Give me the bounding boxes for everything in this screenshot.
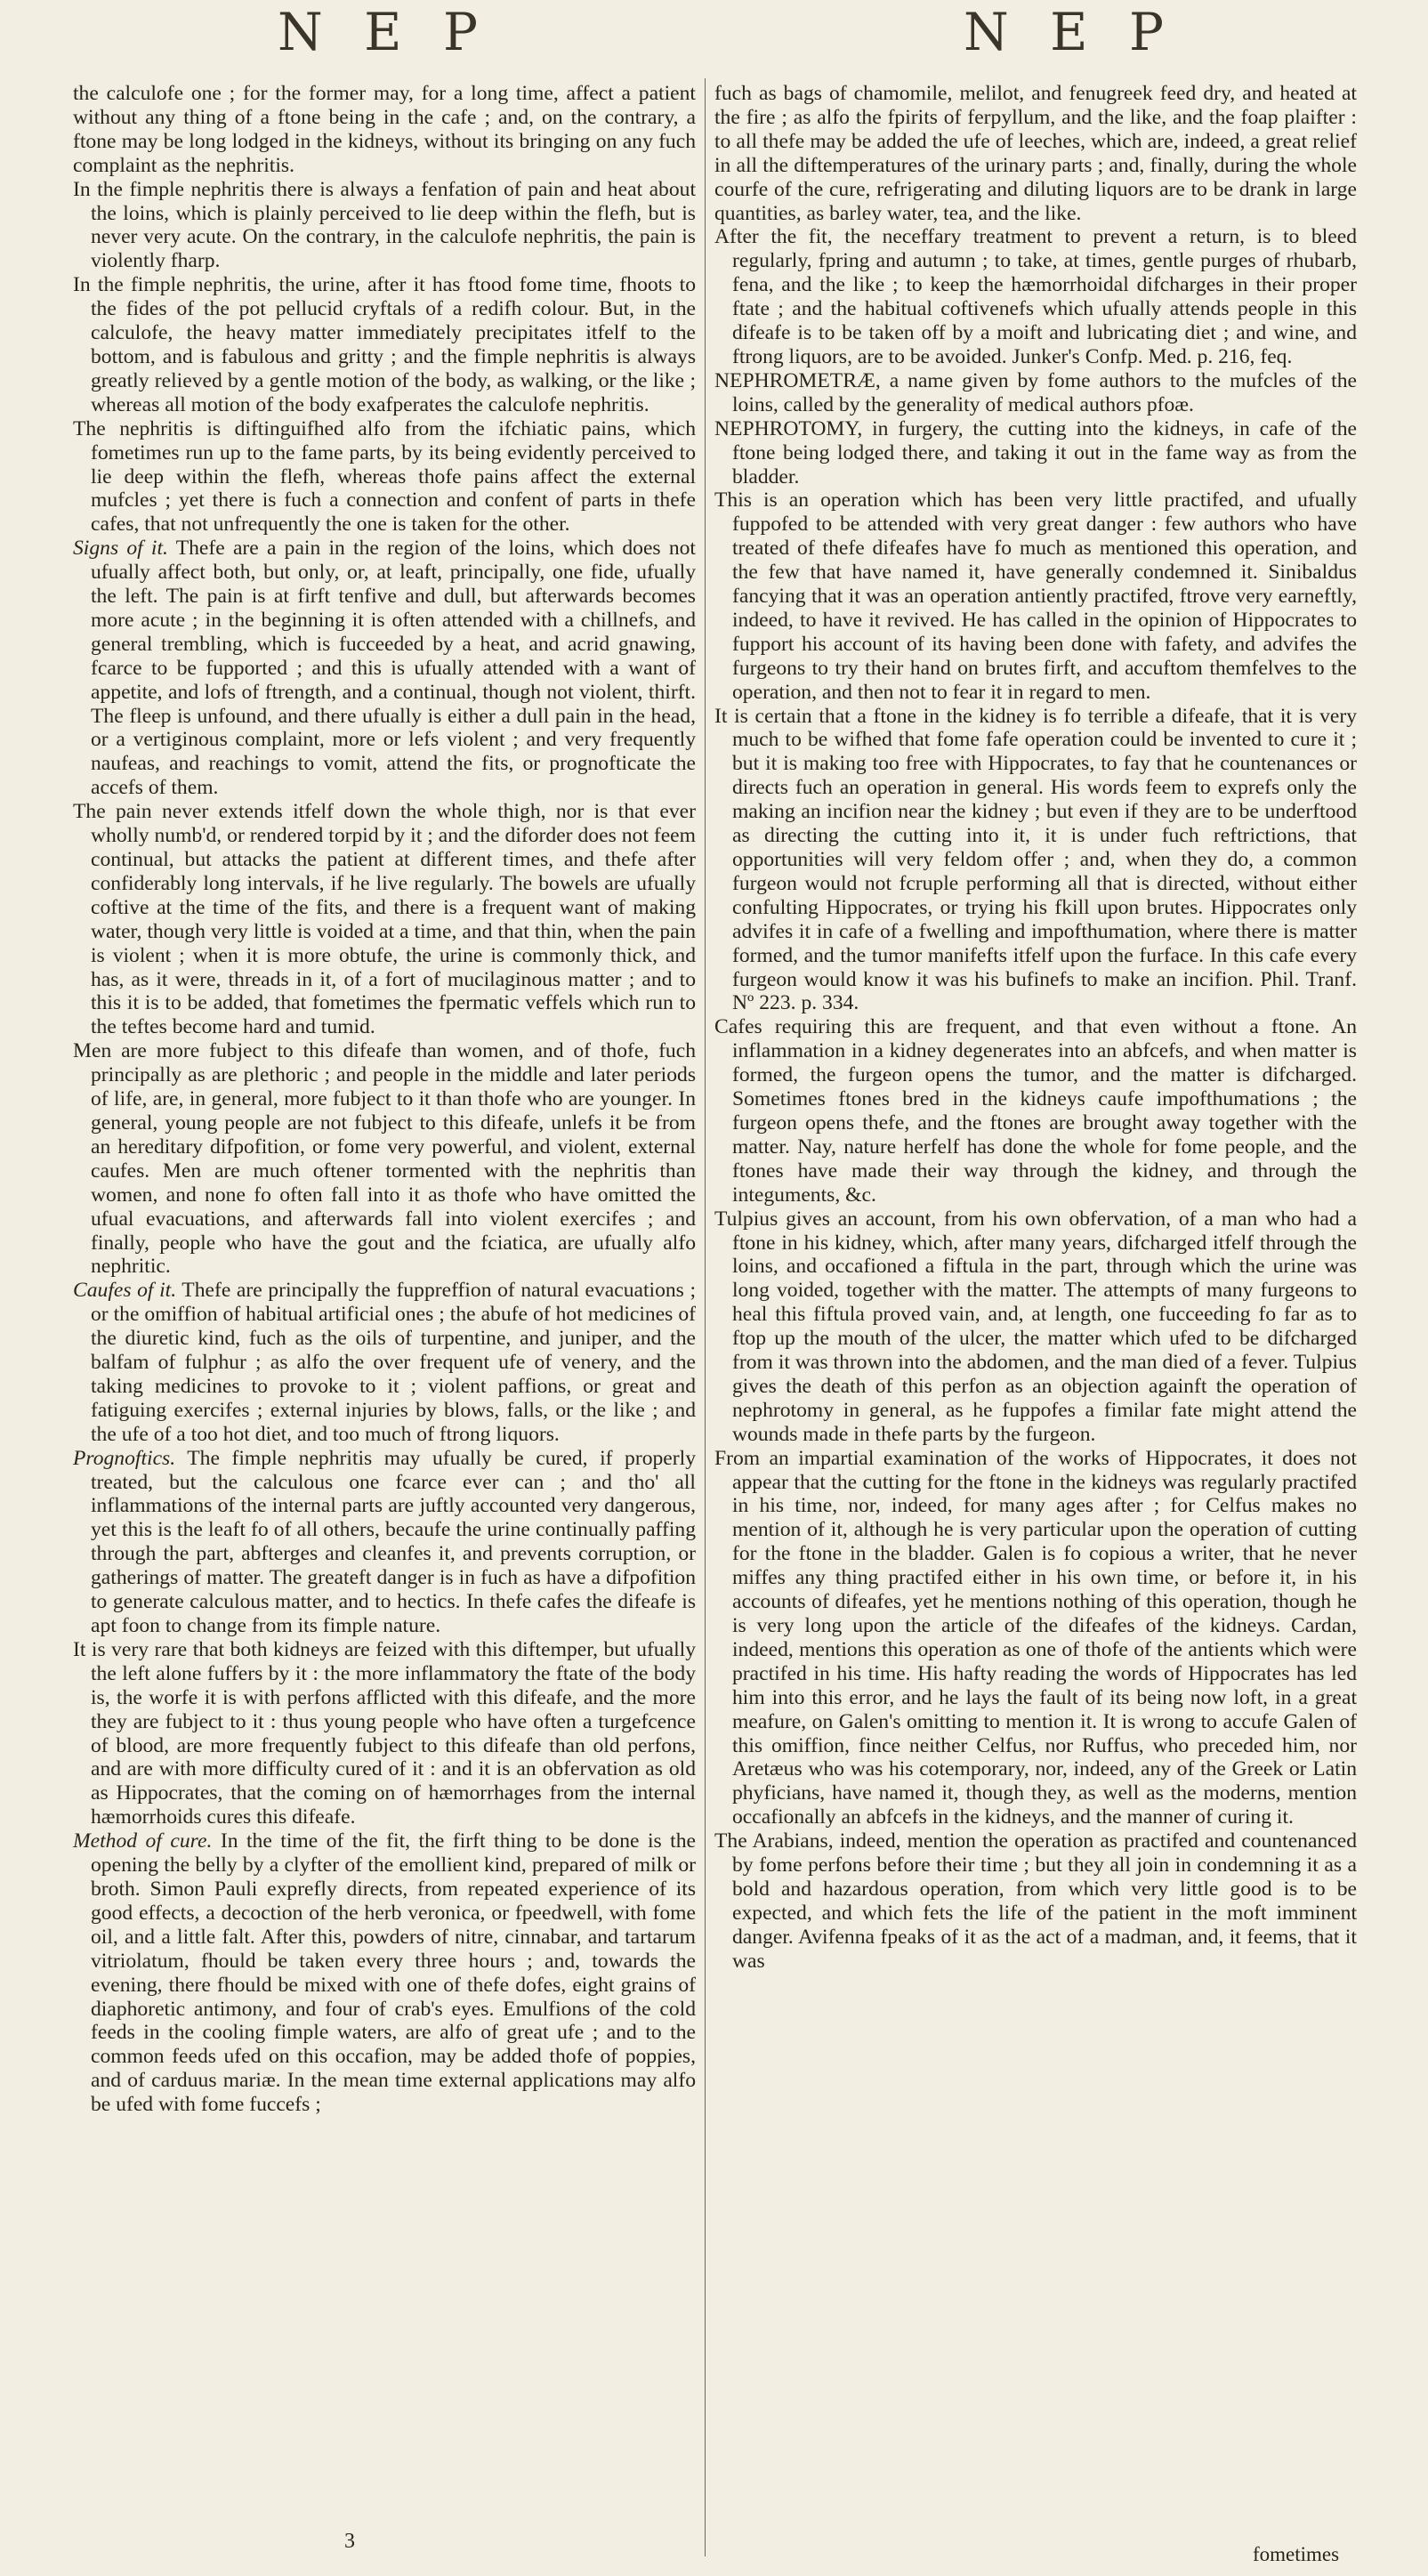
paragraph-text: NEPHROTOMY, in furgery, the cutting into the kidneys, in cafe of the ftone being lodged there, and taking it out in the fame way as from the bladder. <box>714 416 1357 489</box>
right-column <box>714 82 1357 1974</box>
section-lead: Method of cure. <box>73 1829 213 1853</box>
paragraph <box>714 1447 1357 1830</box>
section-lead: Caufes of it. <box>73 1279 177 1303</box>
paragraph-text: Thefe are principally the fuppreffion of natural evacuations ; or the omiffion of habitual artificial ones ; the abufe of hot medicines of the diuretic kind, fuch as the oils of turpentine, and juniper, and the balfam of fulphur ; as alfo the over frequent ufe of venery, and the taking medicines to provoke to it ; violent paffions, or great and fatiguing exercifes ; external injuries by blows, falls, or the like ; and the ufe of a too hot diet, and too much of ftrong liquors. <box>91 1279 696 1446</box>
entry-paragraph <box>714 369 1357 417</box>
section-paragraph <box>73 1279 696 1446</box>
paragraph-text: The Arabians, indeed, mention the operation as practifed and countenanced by fome perfons before their time ; but they all join in condemning it as a bold and hazardous operation, from which very little good is to be expected, and which fets the life of the patient in the moft imminent danger. Avifenna fpeaks of it as the act of a madman, and, it feems, that it was <box>714 1829 1357 1973</box>
paragraph-text: This is an operation which has been very little practifed, and ufually fuppofed to be attended with very great danger : few authors who have treated of thefe difeafes have fo much as mentioned this operation, and the few that have named it, have generally condemned it. Sinibaldus fancying that it was an operation antiently practifed, ftrove very earneftly, indeed, to have it revived. He has called in the opinion of Hippocrates to fupport his account of its having been done with fafety, and advifes the furgeons to try their hand on brutes firft, and accuftom themfelves to the operation, and then not to fear it in regard to men. <box>714 489 1357 704</box>
section-paragraph <box>73 1829 696 2117</box>
section-paragraph <box>73 537 696 800</box>
paragraph-text: Cafes requiring this are frequent, and that even without a ftone. An inflammation in a kidney degenerates into an abfcefs, and when matter is formed, the furgeon opens the tumor, and the matter is difcharged. Sometimes ftones bred in the kidneys caufe impofthumations ; the furgeon opens thefe, and the ftones are brought away together with the matter. Nay, nature herfelf has done the whole for fome people, and the ftones have made their way through the kidney, and through the integuments, &c. <box>714 1015 1357 1207</box>
paragraph <box>73 1638 696 1829</box>
paragraph-text: The pain never extends itfelf down the whole thigh, nor is that ever wholly numb'd, or rendered torpid by it ; and the diforder does not feem continual, but attacks the patient at different times, and thefe after confiderably long intervals, if he live regularly. The bowels are ufually coftive at the time of the fits, and there is a frequent want of making water, though very little is voided at a time, and that thin, when the pain is violent ; when it is more obtufe, the urine is commonly thick, and has, as it were, threads in it, of a fort of mucilaginous matter ; and to this it is to be added, that fometimes the fpermatic veffels which run to the teftes become hard and tumid. <box>73 800 696 1039</box>
paragraph <box>714 705 1357 1016</box>
paragraph <box>714 1207 1357 1447</box>
paragraph-text: In the fimple nephritis there is always a fenfation of pain and heat about the loins, which is plainly perceived to lie deep within the flefh, but is never very acute. On the contrary, in the calculofe nephritis, the pain is violently fharp. <box>73 177 696 273</box>
left-column <box>73 82 696 2117</box>
paragraph <box>73 178 696 274</box>
paragraph-text: Men are more fubject to this difeafe than women, and of thofe, fuch principally as are plethoric ; and people in the middle and later periods of life, are, in general, more fubject to it than thofe who are younger. In general, young people are not fubject to this difeafe, unlefs it be from an hereditary difpofition, or fome very powerful, and violent, external caufes. Men are much oftener tormented with the nephritis than women, and none fo often fall into it as thofe who have omitted the ufual evacuations, and afterwards fall into violent exercifes ; and finally, people who have the gout and the fciatica, are ufually alfo nephritic. <box>73 1039 696 1279</box>
section-lead: Prognoftics. <box>73 1446 176 1470</box>
paragraph-text: It is very rare that both kidneys are feized with this diftemper, but ufually the left alone fuffers by it : the more inflammatory the ftate of the body is, the worfe it is with perfons afflicted with this difeafe, and the more they are fubject to it : thus young people who have often a turgefcence of blood, are more frequently fubject to this difeafe than old perfons, and are with more difficulty cured of it : and it is an obfervation as old as Hippocrates, that the coming on of hæmorrhages from the internal hæmorrhoids cures this difeafe. <box>73 1637 696 1829</box>
paragraph-text: The nephritis is diftinguifhed alfo from the ifchiatic pains, which fometimes run up to the fame parts, by its being evidently perceived to lie deep within the flefh, whereas thofe pains affect the external mufcles ; yet there is fuch a connection and confent of parts in thefe cafes, that not unfrequently the one is taken for the other. <box>73 416 696 537</box>
column-divider <box>705 78 706 2556</box>
paragraph <box>714 82 1357 225</box>
paragraph-text: Thefe are a pain in the region of the loins, which does not ufually affect both, but only, or, at leaft, principally, one fide, ufually the left. The pain is at firft tenfive and dull, but afterwards becomes more acute ; in the beginning it is often attended with a chillnefs, and general trembling, which is fucceeded by a heat, and acrid gnawing, fcarce to be fupported ; and this is ufually attended with a want of appetite, and lofs of ftrength, and a continual, though not violent, thirft. The fleep is unfound, and there ufually is either a dull pain in the head, or a vertiginous complaint, more or lefs violent ; and very frequently naufeas, and reachings to vomit, attend the fits, or prognofticate the accefs of them. <box>91 537 696 800</box>
section-lead: Signs of it. <box>73 537 168 561</box>
paragraph <box>73 1039 696 1279</box>
entry-paragraph <box>714 417 1357 489</box>
paragraph <box>73 800 696 1039</box>
paragraph-text: In the fimple nephritis, the urine, after it has ftood fome time, fhoots to the fides of the pot pellucid cryftals of a redifh colour. But, in the calculofe, the heavy matter immediately precipitates itfelf to the bottom, and is fabulous and gritty ; and the fimple nephritis is always greatly relieved by a gentle motion of the body, as walking, or the like ; whereas all motion of the body exafperates the calculofe nephritis. <box>73 273 696 416</box>
paragraph-text: It is certain that a ftone in the kidney is fo terrible a difeafe, that it is very much to be wifhed that fome fafe operation could be invented to cure it ; but it is making too free with Hippocrates, to fay that he countenances or directs fuch an operation in general. His words feem to exprefs only the making an incifion near the kidney ; but even if they are to be underftood as directing the cutting into it, it is under fuch reftrictions, that opportunities will very feldom offer ; and, when they do, a common furgeon would not fcruple performing all that is directed, without either confulting Hippocrates, or trying his fkill upon brutes. Hippocrates only advifes it in cafe of a fwelling and impofthumation, where there is matter formed, and the tumor manifefts itfelf upon the furface. In this cafe every furgeon would know it was his bufinefs to make an incifion. Phil. Tranf. Nº 223. p. 334. <box>714 704 1357 1015</box>
catchword: fometimes <box>1253 2543 1340 2565</box>
paragraph-text: In the time of the fit, the firft thing to be done is the opening the belly by a clyfter of the emollient kind, prepared of milk or broth. Simon Pauli exprefly directs, from repeated experience of its good effects, a decoction of the herb veronica, or fpeedwell, with fome oil, and a little falt. After this, powders of nitre, cinnabar, and tartarum vitriolatum, fhould be taken every three hours ; and, towards the evening, there fhould be mixed with one of thefe dofes, eight grains of diaphoretic antimony, and four of crab's eyes. Emulfions of the cold feeds in the cooling fimple waters, are alfo of great ufe ; and to the common feeds ufed on this occafion, may be added thofe of poppies, and of carduus mariæ. In the mean time external applications may alfo be ufed with fome fuccefs ; <box>91 1829 697 2117</box>
paragraph <box>714 225 1357 368</box>
running-head-right: N E P <box>964 2 1176 62</box>
paragraph-text: fuch as bags of chamomile, melilot, and fenugreek feed dry, and heated at the fire ; as alfo the fpirits of ferpyllum, and the like, and the foap plaifter : to all thefe may be added the ufe of leeches, which are, indeed, a great relief in all the diftemperatures of the urinary parts ; and, finally, during the whole courfe of the cure, refrigerating and diluting liquors are to be drank in large quantities, as barley water, tea, and the like. <box>714 82 1357 225</box>
paragraph <box>714 489 1357 704</box>
section-paragraph <box>73 1447 696 1638</box>
paragraph <box>714 1829 1357 1973</box>
signature-mark: 3 <box>344 2530 355 2553</box>
paragraph <box>714 1015 1357 1207</box>
paragraph <box>73 273 696 416</box>
paragraph-text: the calculofe one ; for the former may, for a long time, affect a patient without any thing of a ftone being in the cafe ; and, on the contrary, a ftone may be long lodged in the kidneys, without its bringing on any fuch complaint as the nephritis. <box>73 82 696 177</box>
paragraph <box>73 82 696 178</box>
paragraph-text: The fimple nephritis may ufually be cured, if properly treated, but the calculous one fcarce ever can ; and tho' all inflammations of the internal parts are juftly accounted very dangerous, yet this is the leaft fo of all others, becaufe the urine continually paffing through the part, abfterges and cleanfes it, and prevents corruption, or gatherings of matter. The greateft danger is in fuch as have a difpofition to generate calculous matter, and to hectics. In thefe cafes the difeafe is apt foon to change from its fimple nature. <box>91 1446 696 1637</box>
paragraph-text: NEPHROMETRÆ, a name given by fome authors to the mufcles of the loins, called by the generality of medical authors pfoæ. <box>714 368 1357 416</box>
running-head-left: N E P <box>278 2 490 62</box>
paragraph-text: From an impartial examination of the works of Hippocrates, it does not appear that the cutting for the ftone in the kidneys was regularly practifed in his time, nor, indeed, for many ages after ; for Celfus makes no mention of it, although he is very particular upon the operation of cutting for the ftone in the bladder. Galen is fo copious a writer, that he never miffes any thing practifed either in his own time, or before it, in his accounts of difeafes, yet he mentions nothing of this operation, though he is very long upon the article of the difeafes of the kidneys. Cardan, indeed, mentions this operation as one of thofe of the antients which were practifed in his time. His hafty reading the words of Hippocrates has led him into this error, and he lays the fault of its being now loft, in a great meafure, on Galen's omitting to mention it. It is wrong to accufe Galen of this omiffion, fince neither Celfus, nor Ruffus, who preceded him, nor Aretæus who was his cotemporary, nor, indeed, any of the Greek or Latin phyficians, have named it, though they, as well as the moderns, mention occafionally an abfcefs in the kidneys, and the manner of curing it. <box>714 1446 1357 1829</box>
paragraph-text: Tulpius gives an account, from his own obfervation, of a man who had a ftone in his kidney, which, after many years, difcharged itfelf through the loins, and occafioned a fiftula in the part, through which the urine was long voided, together with the matter. The attempts of many furgeons to heal this fiftula proved vain, and, at length, one fucceeding fo far as to ftop up the mouth of the ulcer, the matter which ufed to be difcharged from it was thrown into the abdomen, and the man died of a fever. Tulpius gives the death of this perfon as an objection againft the operation of nephrotomy in general, as he fuppofes a fimilar fate might attend the wounds made in thefe parts by the furgeon. <box>714 1207 1357 1446</box>
paragraph <box>73 417 696 537</box>
paragraph-text: After the fit, the neceffary treatment to prevent a return, is to bleed regularly, fpring and autumn ; to take, at times, gentle purges of rhubarb, fena, and the like ; to keep the hæmorrhoidal difcharges in their proper ftate ; and the habitual coftivenefs which ufually attends people in this difeafe is to be taken off by a moift and lubricating diet ; and wine, and ftrong liquors, are to be avoided. Junker's Confp. Med. p. 216, feq. <box>714 225 1357 368</box>
